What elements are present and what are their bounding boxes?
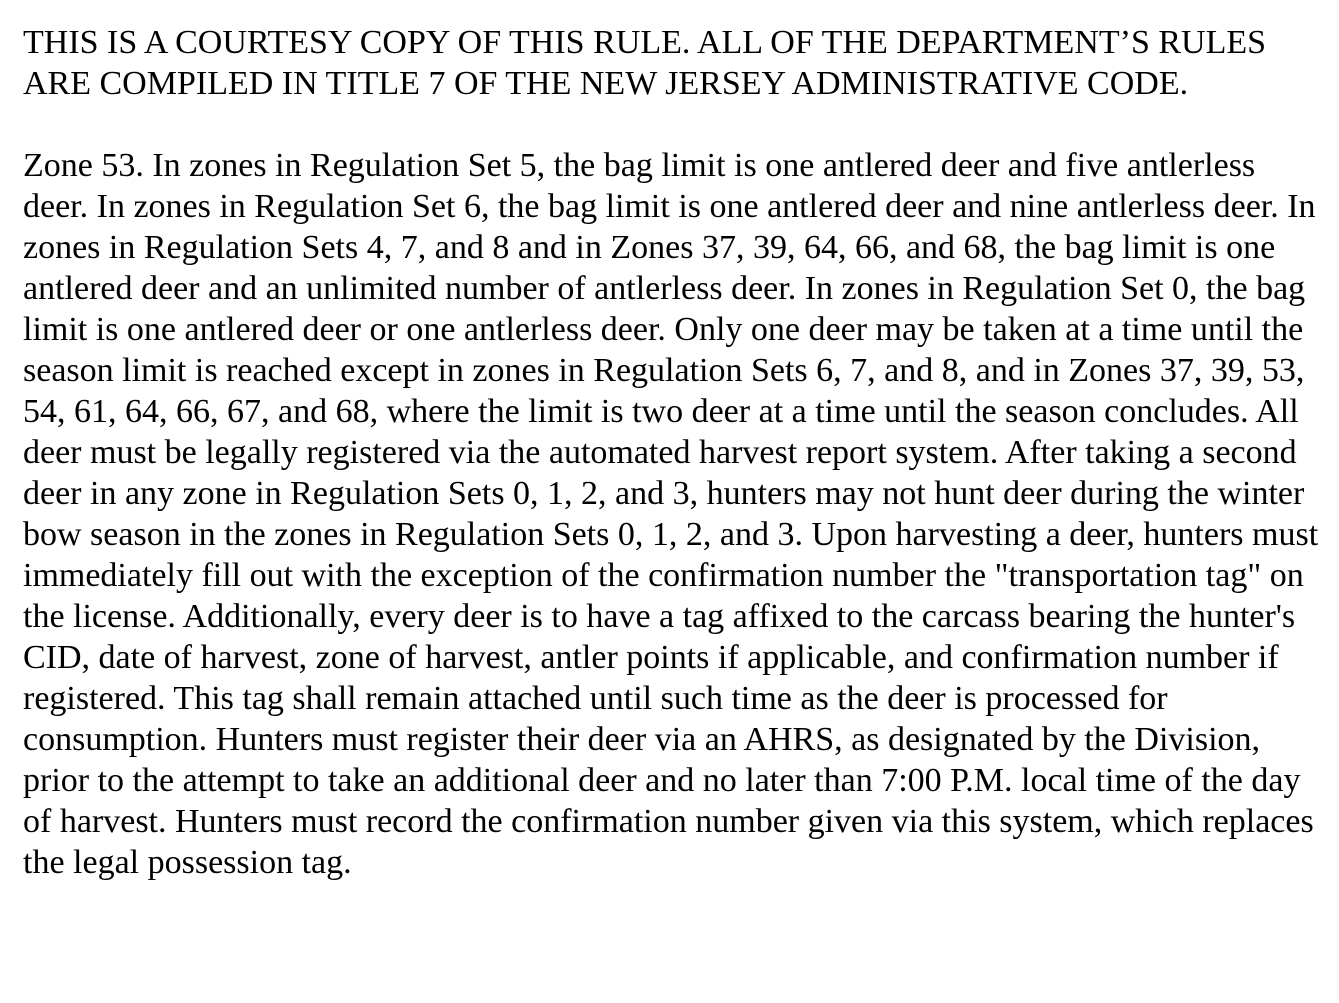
courtesy-copy-notice: THIS IS A COURTESY COPY OF THIS RULE. ALL OF THE DEPARTMENT’S RULES ARE COMPILED IN TITLE 7 OF THE NEW JERSEY ADMINISTRATIVE CODE. — [23, 24, 1267, 102]
rule-paragraph: Zone 53. In zones in Regulation Set 5, the bag limit is one antlered deer and five antlerless deer. In zones in Regulation Set 6, the bag limit is one antlered deer and nine antlerless deer. In zones in Regulation Sets 4, 7, and 8 and in Zones 37, 39, 64, 66, and 68, the bag limit is one antlered deer and an unlimited number of antlerless deer. In zones in Regulation Set 0, the bag limit is one antlered deer or one antlerless deer. Only one deer may be taken at a time until the season limit is reached except in zones in Regulation Sets 6, 7, and 8, and in Zones 37, 39, 53, 54, 61, 64, 66, 67, and 68, where the limit is two deer at a time until the season concludes. All deer must be legally registered via the automated harvest report system. After taking a second deer in any zone in Regulation Sets 0, 1, 2, and 3, hunters may not hunt deer during the winter bow season in the zones in Regulation Sets 0, 1, 2, and 3. Upon harvesting a deer, hunters must immediately fill out with the exception of the confirmation number the "transportation tag" on the license. Additionally, every deer is to have a tag affixed to the carcass bearing the hunter's CID, date of harvest, zone of harvest, antler points if applicable, and confirmation number if registered. This tag shall remain attached until such time as the deer is processed for consumption. Hunters must register their deer via an AHRS, as designated by the Division, prior to the attempt to take an additional deer and no later than 7:00 P.M. local time of the day of harvest. Hunters must record the confirmation number given via this system, which replaces the legal possession tag. — [23, 147, 1319, 881]
